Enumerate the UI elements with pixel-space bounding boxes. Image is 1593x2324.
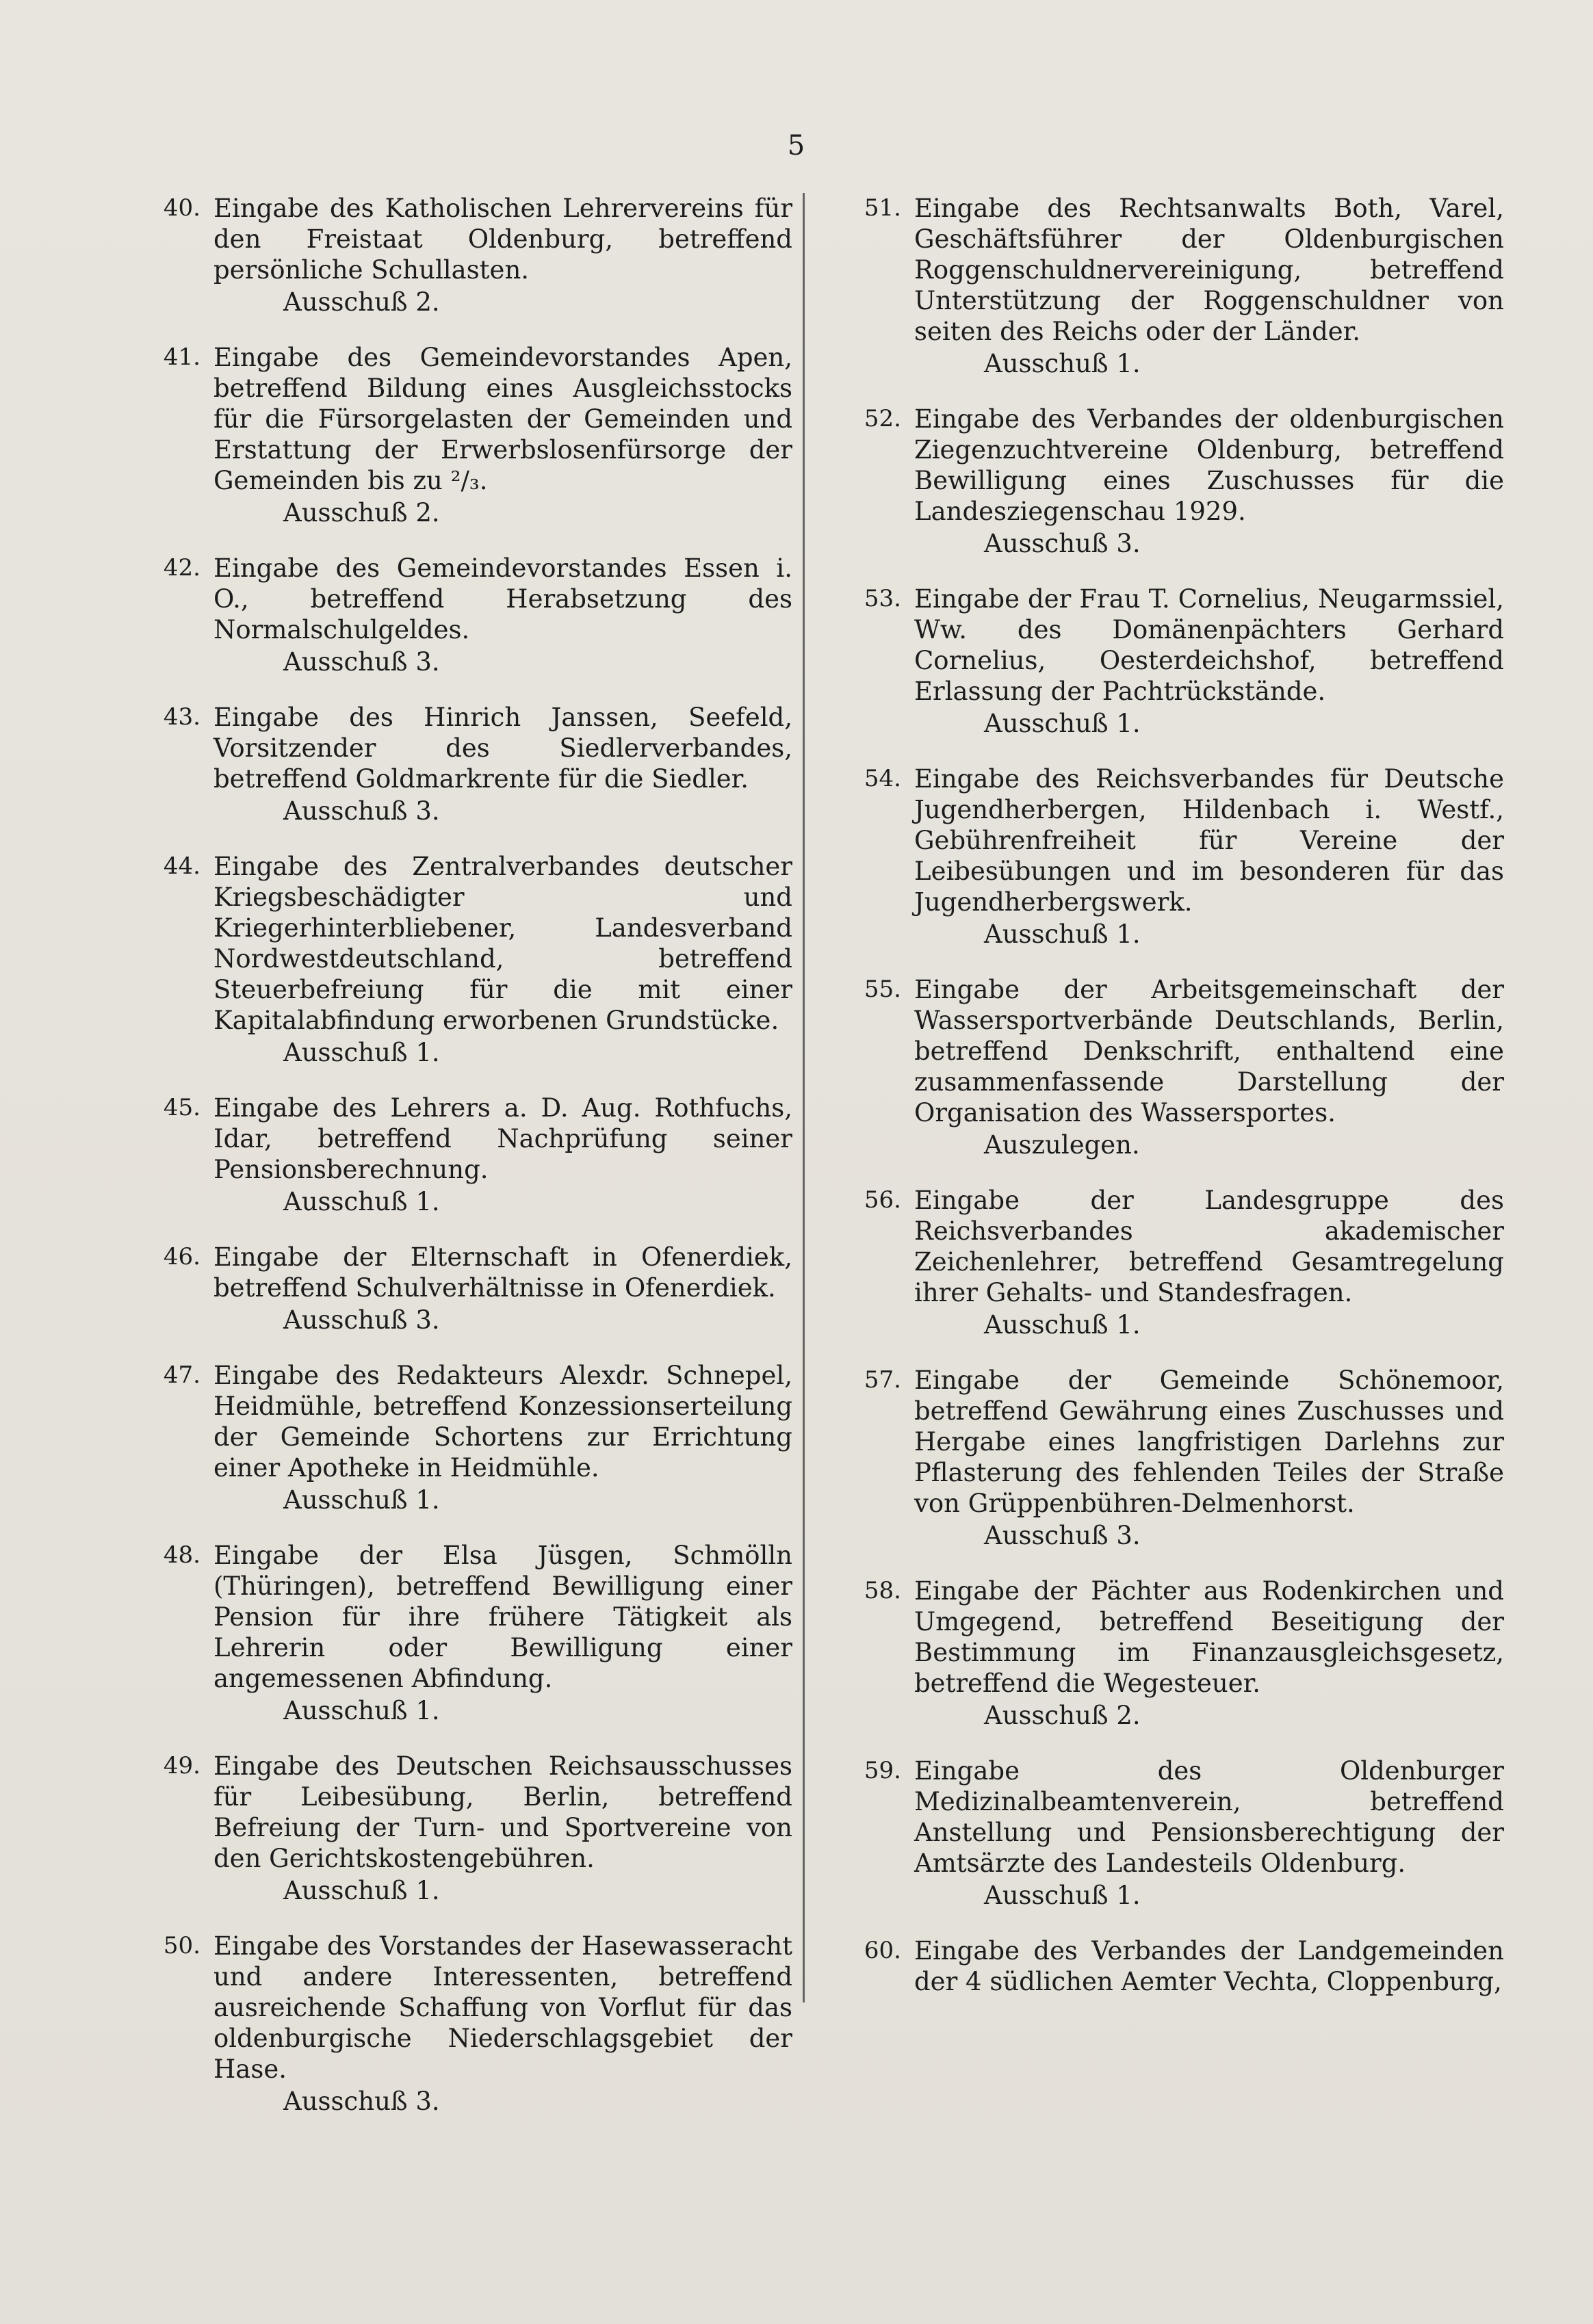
petition-text: Eingabe des Lehrers a. D. Aug. Rothfuchs, Idar, betreffend Nachprüfung seiner Pensionsberechnung.: [213, 1093, 792, 1184]
petition-text: Eingabe des Verbandes der oldenburgischen Ziegenzuchtvereine Oldenburg, betreffend Bewilligung eines Zuschusses für die Landesziegenschau 1929.: [914, 404, 1504, 526]
committee-assignment: Ausschuß 3.: [283, 2087, 440, 2116]
petition-text: Eingabe der Frau T. Cornelius, Neugarmssiel, Ww. des Domänenpächters Gerhard Cornelius, Oesterdeichshof, betreffend Erlassung der Pachtrückstände.: [914, 584, 1504, 706]
petition-entry-head: [127, 1751, 792, 1874]
petition-entry-head: [828, 1755, 1504, 1879]
committee-assignment: Ausschuß 1.: [984, 1310, 1141, 1340]
committee-assignment: Ausschuß 1.: [283, 1038, 440, 1067]
petition-entry-head: [127, 1360, 792, 1483]
petition-entry: [127, 851, 792, 1068]
petition-number: 40.: [163, 194, 200, 222]
column-divider: [803, 193, 805, 2002]
petition-entry-head: [828, 1576, 1504, 1699]
petition-entry: [828, 1365, 1504, 1551]
petition-number: 48.: [163, 1541, 200, 1569]
committee-assignment: Ausschuß 3.: [283, 796, 440, 826]
petition-number: 50.: [163, 1932, 200, 1959]
petition-entry-head: [127, 851, 792, 1036]
petition-entry: [828, 193, 1504, 379]
petition-entry: [828, 1755, 1504, 1911]
petition-entry-head: [127, 1931, 792, 2085]
petition-entry: [127, 193, 792, 317]
committee-assignment: Ausschuß 3.: [984, 1521, 1141, 1550]
petition-text: Eingabe der Arbeitsgemeinschaft der Wassersportverbände Deutschlands, Berlin, betreffend Denkschrift, enthaltend eine zusammenfassende Darstellung der Organisation des Wassersportes.: [914, 975, 1504, 1127]
petition-entry-head: [828, 404, 1504, 527]
petition-entry-head: [828, 584, 1504, 707]
petition-entry: [127, 702, 792, 826]
petition-entry-head: [828, 974, 1504, 1128]
petition-text: Eingabe des Verbandes der Landgemeinden der 4 südlichen Aemter Vechta, Cloppenburg,: [914, 1936, 1504, 1996]
petition-text: Eingabe des Oldenburger Medizinalbeamtenverein, betreffend Anstellung und Pensionsberechtigung der Amtsärzte des Landesteils Oldenburg.: [914, 1756, 1504, 1878]
committee-assignment: Ausschuß 1.: [283, 1876, 440, 1905]
petition-text: Eingabe der Pächter aus Rodenkirchen und Umgegend, betreffend Beseitigung der Bestimmung im Finanzausgleichsgesetz, betreffend die Wegesteuer.: [914, 1576, 1504, 1698]
petition-entry-head: [828, 763, 1504, 917]
petition-text: Eingabe des Gemeindevorstandes Essen i. O., betreffend Herabsetzung des Normalschulgeldes.: [213, 553, 792, 644]
committee-assignment: Ausschuß 3.: [283, 1305, 440, 1335]
committee-assignment: Ausschuß 1.: [283, 1485, 440, 1515]
petition-entry-head: [127, 1242, 792, 1303]
petition-number: 44.: [163, 852, 200, 880]
petition-number: 58.: [864, 1577, 901, 1604]
petition-text: Eingabe des Zentralverbandes deutscher Kriegsbeschädigter und Kriegerhinterbliebener, Landesverband Nordwestdeutschland, betreffend Steuerbefreiung für die mit einer Kapitalabfindung erworbenen Grundstücke.: [213, 852, 792, 1035]
committee-assignment: Ausschuß 2.: [984, 1701, 1141, 1730]
petition-number: 42.: [163, 554, 200, 582]
petition-number: 57.: [864, 1366, 901, 1394]
petition-number: 55.: [864, 976, 901, 1003]
petition-entry: [127, 1093, 792, 1217]
petition-text: Eingabe des Katholischen Lehrervereins für den Freistaat Oldenburg, betreffend persönliche Schullasten.: [213, 194, 792, 285]
petition-entry: [127, 1540, 792, 1726]
petition-entry: [127, 1242, 792, 1335]
petition-number: 49.: [163, 1752, 200, 1779]
petition-entry: [127, 1751, 792, 1906]
petition-text: Eingabe des Redakteurs Alexdr. Schnepel, Heidmühle, betreffend Konzessionserteilung der Gemeinde Schortens zur Errichtung einer Apotheke in Heidmühle.: [213, 1361, 792, 1483]
petition-entry: [828, 1185, 1504, 1340]
committee-assignment: Ausschuß 3.: [984, 529, 1141, 558]
committee-assignment: Ausschuß 1.: [984, 1881, 1141, 1910]
petition-entry-head: [127, 702, 792, 794]
petition-text: Eingabe des Reichsverbandes für Deutsche Jugendherbergen, Hildenbach i. Westf., Gebührenfreiheit für Vereine der Leibesübungen und im besonderen für das Jugendherbergswerk.: [914, 764, 1504, 917]
petition-text: Eingabe der Gemeinde Schönemoor, betreffend Gewährung eines Zuschusses und Hergabe eines langfristigen Darlehns zur Pflasterung des fehlenden Teiles der Straße von Grüppenbühren-Delmenhorst.: [914, 1366, 1504, 1518]
petition-number: 59.: [864, 1757, 901, 1784]
petition-entry-head: [828, 1935, 1504, 1997]
committee-assignment: Ausschuß 2.: [283, 498, 440, 527]
petition-entry-head: [828, 193, 1504, 347]
petition-text: Eingabe der Elternschaft in Ofenerdiek, betreffend Schulverhältnisse in Ofenerdiek.: [213, 1242, 792, 1303]
petition-entry-head: [127, 342, 792, 496]
committee-assignment: Ausschuß 1.: [984, 709, 1141, 738]
petition-text: Eingabe der Landesgruppe des Reichsverbandes akademischer Zeichenlehrer, betreffend Gesamtregelung ihrer Gehalts- und Standesfragen.: [914, 1186, 1504, 1307]
petition-text: Eingabe des Hinrich Janssen, Seefeld, Vorsitzender des Siedlerverbandes, betreffend Goldmarkrente für die Siedler.: [213, 703, 792, 794]
petition-text: Eingabe der Elsa Jüsgen, Schmölln (Thüringen), betreffend Bewilligung einer Pension für ihre frühere Tätigkeit als Lehrerin oder Bewilligung einer angemessenen Abfindung.: [213, 1541, 792, 1693]
petition-number: 52.: [864, 405, 901, 432]
petition-number: 43.: [163, 703, 200, 731]
petition-entry: [127, 342, 792, 528]
petition-entry-head: [828, 1365, 1504, 1519]
petition-number: 41.: [163, 343, 200, 371]
petition-text: Eingabe des Gemeindevorstandes Apen, betreffend Bildung eines Ausgleichsstocks für die Fürsorgelasten der Gemeinden und Erstattung der Erwerbslosenfürsorge der Gemeinden bis zu ²/₃.: [213, 343, 792, 495]
petition-entry: [828, 1576, 1504, 1731]
petition-entry-head: [828, 1185, 1504, 1308]
petition-number: 54.: [864, 765, 901, 792]
committee-assignment: Ausschuß 1.: [283, 1187, 440, 1216]
petition-entry-head: [127, 1540, 792, 1694]
committee-assignment: Ausschuß 1.: [984, 919, 1141, 949]
petition-number: 47.: [163, 1361, 200, 1389]
petition-entry: [828, 763, 1504, 950]
petition-entry: [127, 553, 792, 677]
petition-entry: [127, 1931, 792, 2117]
petition-entry: [127, 1360, 792, 1515]
committee-assignment: Ausschuß 2.: [283, 287, 440, 317]
petition-entry-head: [127, 553, 792, 645]
petition-text: Eingabe des Deutschen Reichsausschusses für Leibesübung, Berlin, betreffend Befreiung der Turn- und Sportvereine von den Gerichtskostengebühren.: [213, 1751, 792, 1873]
petition-number: 56.: [864, 1186, 901, 1214]
committee-assignment: Auszulegen.: [984, 1130, 1140, 1160]
petition-entry-head: [127, 193, 792, 285]
page-number: 5: [787, 130, 806, 161]
committee-assignment: Ausschuß 1.: [984, 349, 1141, 378]
petition-number: 51.: [864, 194, 901, 222]
committee-assignment: Ausschuß 1.: [283, 1696, 440, 1725]
petition-entry: [828, 1935, 1504, 1997]
petition-entry: [828, 974, 1504, 1160]
left-column: [127, 193, 792, 2141]
petition-number: 46.: [163, 1243, 200, 1270]
petition-text: Eingabe des Vorstandes der Hasewasseracht und andere Interessenten, betreffend ausreichende Schaffung von Vorflut für das oldenburgische Niederschlagsgebiet der Hase.: [213, 1931, 792, 2084]
right-column: [828, 193, 1504, 2022]
petition-entry-head: [127, 1093, 792, 1185]
petition-entry: [828, 404, 1504, 559]
petition-number: 60.: [864, 1937, 901, 1964]
committee-assignment: Ausschuß 3.: [283, 647, 440, 677]
petition-text: Eingabe des Rechtsanwalts Both, Varel, Geschäftsführer der Oldenburgischen Roggenschuldnervereinigung, betreffend Unterstützung der Roggenschuldner von seiten des Reichs oder der Länder.: [914, 194, 1504, 346]
petition-entry: [828, 584, 1504, 739]
petition-number: 53.: [864, 585, 901, 612]
petition-number: 45.: [163, 1094, 200, 1121]
